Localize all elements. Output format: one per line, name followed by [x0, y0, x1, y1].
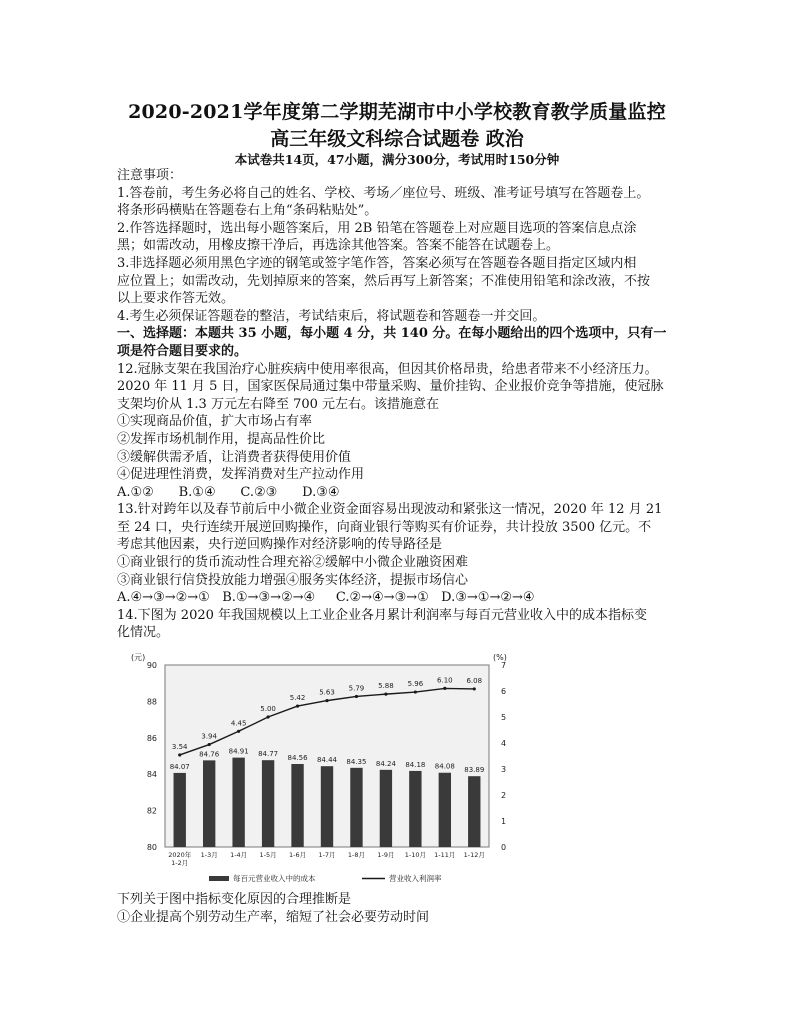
line-point [414, 690, 417, 693]
line-value-label: 3.94 [201, 732, 217, 741]
note-line: 黑；如需改动，用橡皮擦干净后，再选涂其他答案。答案不能答在试题卷上。 [117, 238, 560, 254]
profit-cost-chart [117, 650, 527, 895]
y-right-tick: 2 [501, 791, 507, 800]
bar-value-label: 84.77 [258, 750, 279, 759]
y-left-tick: 84 [146, 770, 157, 780]
notes-heading: 注意事项： [117, 168, 183, 183]
q12-option: ④促进理性消费，发挥消费对生产拉动作用 [117, 467, 365, 483]
chart-svg [117, 650, 527, 895]
line-value-label: 3.54 [171, 742, 188, 751]
y-right-unit: (%) [493, 653, 507, 662]
line-value-label: 6.08 [466, 676, 483, 685]
bar-value-label: 84.18 [405, 760, 426, 769]
y-left-tick: 86 [146, 733, 157, 743]
legend-bar-swatch [209, 876, 229, 881]
line-point [355, 695, 358, 698]
x-tick-label: 1-7月 [318, 851, 336, 859]
x-tick-label: 1-9月 [377, 851, 395, 859]
x-tick-label: 1-6月 [288, 851, 307, 859]
q12-answers: A.①② B.①④ C.②③ D.③④ [117, 484, 340, 500]
y-right-tick: 1 [501, 817, 507, 826]
note-line: 以上要求作答无效。 [117, 291, 235, 307]
bar-value-label: 84.91 [228, 747, 249, 756]
q13-stem: 13.针对跨年以及春节前后中小微企业资金面容易出现波动和紧张这一情况，2020 年 12 月 21 [117, 502, 663, 518]
x-tick-label: 1-8月 [347, 851, 366, 859]
line-point [208, 743, 211, 746]
bar-value-label: 84.08 [434, 762, 455, 771]
exam-body [117, 167, 687, 642]
bar [174, 773, 186, 847]
bar [350, 768, 362, 847]
bar [468, 776, 480, 847]
y-right-tick: 6 [501, 687, 507, 696]
bar [439, 773, 451, 847]
x-tick-label: 1-3月 [200, 851, 218, 859]
bar-value-label: 83.89 [464, 766, 485, 775]
exam-title: 2020-2021学年度第二学期芜湖市中小学校教育教学质量监控 [128, 101, 666, 123]
bar-value-label: 84.35 [346, 757, 367, 766]
section-heading-cont: 项是符合题目要求的。 [117, 343, 248, 359]
bar [203, 760, 215, 847]
note-line: 4.考生必须保证答题卷的整洁，考试结束后，将试题卷和答题卷一并交回。 [117, 308, 546, 324]
bar-value-label: 84.56 [287, 754, 308, 763]
q12-option: ①实现商品价值，扩大市场占有率 [117, 414, 313, 430]
exam-info: 本试卷共14页，47小题，满分300分，考试用时150分钟 [234, 152, 560, 167]
line-point [178, 753, 181, 756]
q14-stem: 化情况。 [117, 625, 170, 641]
line-value-label: 5.42 [289, 694, 306, 703]
bar [409, 771, 421, 847]
q14-option: ①企业提高个别劳动生产率，缩短了社会必要劳动时间 [117, 909, 430, 925]
line-point [325, 699, 328, 702]
bar [232, 758, 244, 847]
y-right-tick: 5 [501, 713, 507, 722]
q13-option: ①商业银行的货币流动性合理充裕②缓解中小微企业融资困难 [117, 555, 469, 571]
q13-stem: 考虑其他因素，央行逆回购操作对经济影响的传导路径是 [117, 537, 443, 553]
bar [262, 760, 274, 847]
q12-stem: 2020 年 11 月 5 日，国家医保局通过集中带量采购、量价挂钩、企业报价竞争等措施，使冠脉 [117, 379, 664, 395]
y-left-tick: 90 [146, 661, 157, 670]
line-point [384, 693, 387, 696]
line-value-label: 6.10 [437, 676, 453, 685]
y-right-tick: 4 [501, 739, 507, 748]
bar [380, 770, 392, 847]
x-tick-label: 2020年 [168, 851, 192, 859]
y-right-tick: 0 [501, 843, 507, 852]
q13-stem: 至 24 口，央行连续开展逆回购操作，向商业银行等购买有价证券，共计投放 3500 亿元。不 [117, 519, 652, 535]
bar-value-label: 84.07 [169, 762, 190, 771]
q14-continued [117, 891, 687, 926]
line-point [237, 730, 240, 733]
q12-stem: 12.冠脉支架在我国治疗心脏疾病中使用率很高，但因其价格昂贵，给患者带来不小经济压力。 [117, 361, 658, 377]
bar-value-label: 84.44 [316, 756, 338, 765]
bar-value-label: 84.24 [375, 759, 396, 768]
line-value-label: 5.96 [407, 680, 424, 689]
legend-bar-label: 每百元营业收入中的成本 [233, 874, 316, 883]
q12-stem: 支架均价从 1.3 万元左右降至 700 元左右。该措施意在 [117, 396, 440, 412]
line-point [443, 687, 446, 690]
line-value-label: 4.45 [230, 719, 247, 728]
x-tick-label: 1-10月 [404, 851, 426, 859]
q14-prompt: 下列关于图中指标变化原因的合理推断是 [117, 892, 352, 907]
x-tick-label: 1-5月 [259, 851, 277, 859]
bar-value-label: 84.76 [199, 750, 220, 759]
y-left-tick: 80 [146, 843, 157, 852]
line-point [473, 687, 476, 690]
q13-option: ③商业银行信贷投放能力增强④服务实体经济，提振市场信心 [117, 572, 469, 588]
q13-answers: A.④→③→②→① B.①→③→②→④ C.②→④→③→① D.③→①→②→④ [117, 590, 535, 606]
line-point [296, 704, 299, 707]
line-value-label: 5.63 [319, 688, 335, 697]
note-line: 3.非选择题必须用黑色字迹的钢笔或签字笔作答，答案必须写在答题卷各题目指定区域内相 [117, 255, 637, 271]
exam-subtitle: 高三年级文科综合试题卷 政治 [270, 128, 524, 150]
note-line: 应位置上；如需改动，先划掉原来的答案，然后再写上新答案；不准使用铅笔和涂改液，不按 [117, 273, 651, 289]
note-line: 将条形码横贴在答题卷右上角“条码粘贴处”。 [117, 203, 378, 219]
note-line: 2.作答选择题时，选出每小题答案后，用 2B 铅笔在答题卷上对应题目选项的答案信息点涂 [117, 220, 637, 236]
q14-stem: 14.下图为 2020 年我国规模以上工业企业各月累计利润率与每百元营业收入中的成本指标变 [117, 607, 648, 623]
q12-option: ②发挥市场机制作用，提高品性价比 [117, 431, 326, 447]
bar [291, 764, 303, 847]
x-tick-label: 1-11月 [434, 851, 456, 859]
note-line: 1.答卷前，考生务必将自己的姓名、学校、考场／座位号、班级、准考证号填写在答题卷上。 [117, 185, 650, 201]
y-left-tick: 82 [146, 806, 157, 816]
line-value-label: 5.79 [348, 684, 365, 693]
x-tick-label: 1-4月 [230, 851, 248, 859]
x-tick-label: 1-2月 [171, 859, 189, 867]
section-heading: 一、选择题：本题共 35 小题，每小题 4 分，共 140 分。在每小题给出的四个选项中，只有一 [117, 326, 667, 342]
line-point [266, 715, 269, 718]
x-tick-label: 1-12月 [463, 851, 485, 859]
y-right-tick: 7 [501, 661, 507, 670]
y-left-unit: (元) [131, 653, 146, 662]
legend-line-label: 营业收入利润率 [389, 874, 442, 883]
line-value-label: 5.88 [378, 682, 394, 691]
q12-option: ③缓解供需矛盾，让消费者获得使用价值 [117, 449, 352, 465]
bar [321, 766, 333, 847]
line-value-label: 5.00 [260, 705, 276, 713]
y-left-tick: 88 [146, 697, 157, 707]
y-right-tick: 3 [501, 765, 507, 774]
